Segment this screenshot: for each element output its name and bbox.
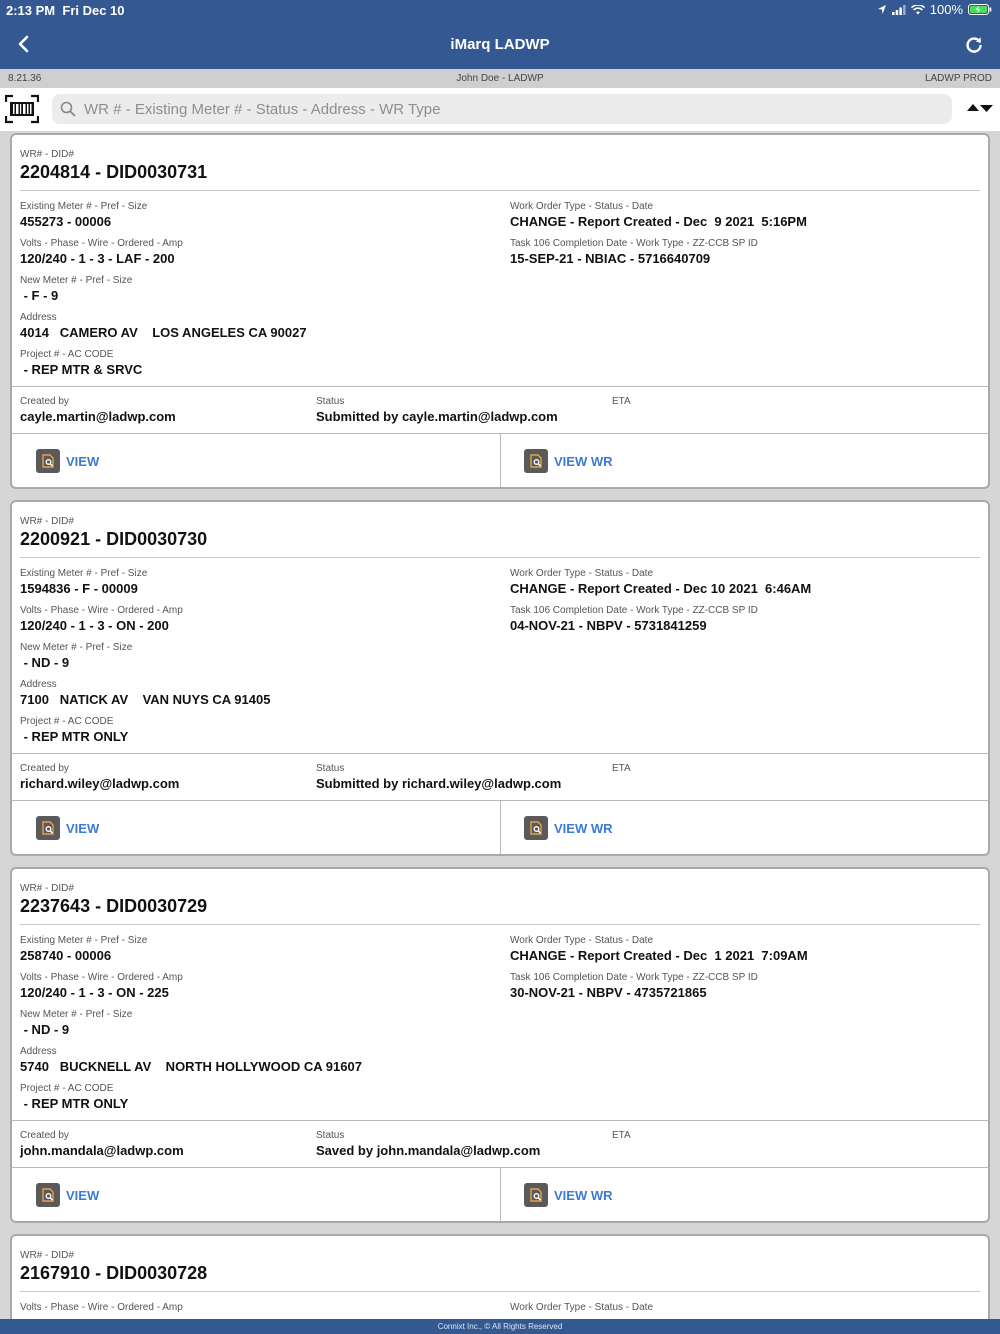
view-wr-button-label: VIEW WR xyxy=(554,820,613,836)
cellular-signal-icon xyxy=(892,5,906,15)
divider xyxy=(20,557,980,558)
volts-field xyxy=(20,238,183,267)
view-button[interactable] xyxy=(36,449,99,473)
work-order-field xyxy=(510,935,808,964)
location-icon xyxy=(877,4,887,15)
new-meter-field xyxy=(20,1009,132,1038)
document-search-icon xyxy=(36,1183,60,1207)
field-label: Work Order Type - Status - Date xyxy=(510,1302,654,1313)
new-meter-field xyxy=(20,642,132,671)
search-icon xyxy=(60,101,76,117)
battery-percent: 100% xyxy=(929,2,963,17)
environment-label: LADWP PROD xyxy=(924,73,992,84)
field-label: Address xyxy=(20,312,57,323)
field-label: Address xyxy=(20,679,57,690)
field-label: ETA xyxy=(612,763,631,774)
field-label: Status xyxy=(316,1130,345,1141)
divider xyxy=(12,1120,988,1121)
eta-field xyxy=(612,1130,631,1142)
field-label: Status xyxy=(316,763,345,774)
field-label: Volts - Phase - Wire - Ordered - Amp xyxy=(20,972,183,983)
view-button[interactable] xyxy=(36,1183,99,1207)
field-label: Project # - AC CODE xyxy=(20,349,114,360)
wr-label: WR# - DID# xyxy=(20,883,74,894)
page-title: iMarq LADWP xyxy=(450,36,550,53)
address-field xyxy=(20,1046,362,1075)
work-request-list xyxy=(0,131,1000,1319)
field-value: CHANGE - Report Created - Dec 10 2021 6:46AM xyxy=(510,581,812,596)
view-wr-button[interactable] xyxy=(524,449,613,473)
field-label: Project # - AC CODE xyxy=(20,1083,114,1094)
work-request-card xyxy=(10,867,990,1223)
app-header xyxy=(0,0,1000,69)
wr-block xyxy=(20,149,207,183)
address-field xyxy=(20,679,270,708)
divider xyxy=(500,801,501,856)
field-value: CHANGE - Report Created - Dec 9 2021 5:16PM xyxy=(510,214,807,229)
field-value: richard.wiley@ladwp.com xyxy=(20,776,180,791)
view-button-label: VIEW xyxy=(66,1187,100,1203)
field-value: cayle.martin@ladwp.com xyxy=(20,409,176,424)
wr-number: 2204814 - DID0030731 xyxy=(20,162,208,182)
sort-arrows-icon xyxy=(966,101,994,117)
project-field xyxy=(20,716,128,745)
field-value: 7100 NATICK AV VAN NUYS CA 91405 xyxy=(20,692,271,707)
work-order-field xyxy=(510,1302,653,1314)
search-input[interactable] xyxy=(84,94,944,124)
status-indicators xyxy=(877,2,992,17)
project-field xyxy=(20,349,142,378)
wifi-icon xyxy=(911,5,925,15)
field-label: ETA xyxy=(612,1130,631,1141)
app-version: 8.21.36 xyxy=(8,73,42,84)
field-value: 30-NOV-21 - NBPV - 4735721865 xyxy=(510,985,707,1000)
field-label: New Meter # - Pref - Size xyxy=(20,642,133,653)
view-wr-button[interactable] xyxy=(524,816,613,840)
wr-number: 2237643 - DID0030729 xyxy=(20,896,208,916)
project-field xyxy=(20,1083,128,1112)
field-value: 120/240 - 1 - 3 - ON - 225 xyxy=(20,985,169,1000)
document-search-icon xyxy=(524,816,548,840)
divider xyxy=(20,924,980,925)
view-button[interactable] xyxy=(36,816,99,840)
field-label: Work Order Type - Status - Date xyxy=(510,568,654,579)
field-value: 455273 - 00006 xyxy=(20,214,112,229)
existing-meter-field xyxy=(20,568,147,597)
wr-block xyxy=(20,516,207,550)
divider xyxy=(500,1168,501,1223)
field-label: Work Order Type - Status - Date xyxy=(510,935,654,946)
date-text: Fri Dec 10 xyxy=(62,3,125,18)
field-label: Existing Meter # - Pref - Size xyxy=(20,201,148,212)
field-label: Address xyxy=(20,1046,57,1057)
field-value: Submitted by richard.wiley@ladwp.com xyxy=(316,776,562,791)
view-wr-button-label: VIEW WR xyxy=(554,453,613,469)
field-value: Submitted by cayle.martin@ladwp.com xyxy=(316,409,558,424)
document-search-icon xyxy=(524,449,548,473)
document-search-icon xyxy=(36,816,60,840)
wr-label: WR# - DID# xyxy=(20,1250,74,1261)
eta-field xyxy=(612,763,631,775)
document-search-icon xyxy=(524,1183,548,1207)
work-request-card xyxy=(10,133,990,489)
work-order-field xyxy=(510,201,807,230)
field-label: Work Order Type - Status - Date xyxy=(510,201,654,212)
field-value: 15-SEP-21 - NBIAC - 5716640709 xyxy=(510,251,711,266)
search-field[interactable] xyxy=(52,94,952,124)
divider xyxy=(12,753,988,754)
task-field xyxy=(510,972,758,1001)
view-wr-button-label: VIEW WR xyxy=(554,1187,613,1203)
field-label: New Meter # - Pref - Size xyxy=(20,275,133,286)
current-user: John Doe - LADWP xyxy=(456,73,544,84)
view-button-label: VIEW xyxy=(66,453,100,469)
divider xyxy=(20,1291,980,1292)
field-value: - REP MTR & SRVC xyxy=(20,362,143,377)
field-label: Existing Meter # - Pref - Size xyxy=(20,935,148,946)
clock-text: 2:13 PM xyxy=(6,3,56,18)
field-value: Saved by john.mandala@ladwp.com xyxy=(316,1143,541,1158)
refresh-icon xyxy=(964,35,984,55)
field-value: 04-NOV-21 - NBPV - 5731841259 xyxy=(510,618,707,633)
field-value: - ND - 9 xyxy=(20,1022,70,1037)
barcode-icon xyxy=(5,94,39,124)
field-value: - REP MTR ONLY xyxy=(20,1096,129,1111)
task-field xyxy=(510,238,758,267)
created-by-field xyxy=(20,763,179,792)
volts-field xyxy=(20,1302,183,1314)
status-time xyxy=(6,3,125,18)
field-value: CHANGE - Report Created - Dec 1 2021 7:09AM xyxy=(510,948,808,963)
battery-charging-icon xyxy=(968,4,992,15)
status-field xyxy=(316,1130,540,1159)
field-value: 120/240 - 1 - 3 - ON - 200 xyxy=(20,618,169,633)
existing-meter-field xyxy=(20,935,147,964)
address-field xyxy=(20,312,307,341)
field-value: 258740 - 00006 xyxy=(20,948,112,963)
field-value: 5740 BUCKNELL AV NORTH HOLLYWOOD CA 91607 xyxy=(20,1059,362,1074)
existing-meter-field xyxy=(20,201,147,230)
field-label: New Meter # - Pref - Size xyxy=(20,1009,133,1020)
document-search-icon xyxy=(36,449,60,473)
divider xyxy=(500,434,501,489)
view-button-label: VIEW xyxy=(66,820,100,836)
wr-label: WR# - DID# xyxy=(20,149,74,160)
status-field xyxy=(316,396,558,425)
field-value: - REP MTR ONLY xyxy=(20,729,129,744)
barcode-scan-button[interactable] xyxy=(5,94,39,124)
view-wr-button[interactable] xyxy=(524,1183,613,1207)
field-label: Created by xyxy=(20,396,69,407)
volts-field xyxy=(20,605,183,634)
field-label: Task 106 Completion Date - Work Type - ZZ-CCB SP ID xyxy=(510,605,758,616)
work-request-card xyxy=(10,500,990,856)
field-label: Created by xyxy=(20,1130,69,1141)
status-field xyxy=(316,763,561,792)
field-value: 4014 CAMERO AV LOS ANGELES CA 90027 xyxy=(20,325,307,340)
field-label: Volts - Phase - Wire - Ordered - Amp xyxy=(20,1302,183,1313)
field-label: Task 106 Completion Date - Work Type - ZZ-CCB SP ID xyxy=(510,972,758,983)
divider xyxy=(20,190,980,191)
eta-field xyxy=(612,396,631,408)
new-meter-field xyxy=(20,275,132,304)
task-field xyxy=(510,605,758,634)
field-label: Task 106 Completion Date - Work Type - ZZ-CCB SP ID xyxy=(510,238,758,249)
created-by-field xyxy=(20,1130,184,1159)
search-row xyxy=(0,88,1000,131)
field-value: john.mandala@ladwp.com xyxy=(20,1143,184,1158)
field-value: 120/240 - 1 - 3 - LAF - 200 xyxy=(20,251,175,266)
created-by-field xyxy=(20,396,176,425)
field-label: Project # - AC CODE xyxy=(20,716,114,727)
field-label: Created by xyxy=(20,763,69,774)
field-value: - F - 9 xyxy=(20,288,59,303)
divider xyxy=(12,386,988,387)
field-value: - ND - 9 xyxy=(20,655,70,670)
info-bar xyxy=(0,69,1000,88)
sort-toggle-button[interactable] xyxy=(966,101,994,117)
wr-block xyxy=(20,883,207,917)
field-value: 1594836 - F - 00009 xyxy=(20,581,138,596)
field-label: Volts - Phase - Wire - Ordered - Amp xyxy=(20,238,183,249)
wr-number: 2167910 - DID0030728 xyxy=(20,1263,208,1283)
field-label: Status xyxy=(316,396,345,407)
wr-label: WR# - DID# xyxy=(20,516,74,527)
work-order-field xyxy=(510,568,811,597)
footer: Connixt Inc., © All Rights Reserved xyxy=(0,1319,1000,1334)
volts-field xyxy=(20,972,183,1001)
wr-block xyxy=(20,1250,207,1284)
field-label: Volts - Phase - Wire - Ordered - Amp xyxy=(20,605,183,616)
field-label: Existing Meter # - Pref - Size xyxy=(20,568,148,579)
refresh-button[interactable] xyxy=(964,35,984,55)
wr-number: 2200921 - DID0030730 xyxy=(20,529,208,549)
field-label: ETA xyxy=(612,396,631,407)
work-request-card xyxy=(10,1234,990,1319)
